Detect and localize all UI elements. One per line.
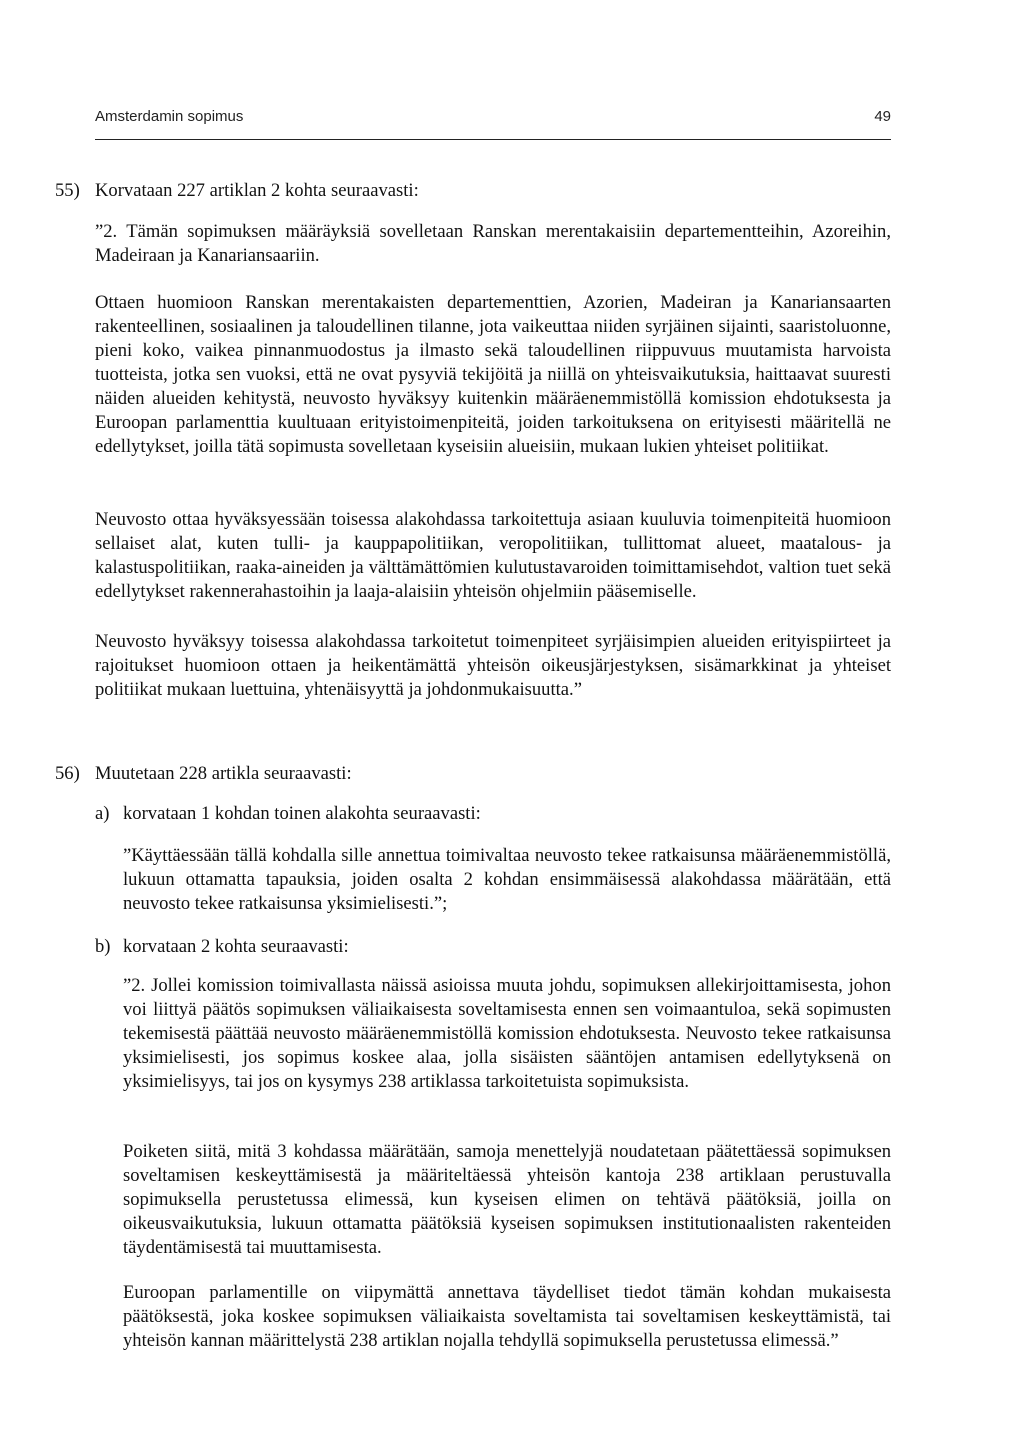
item-56-number: 56) xyxy=(55,763,80,784)
sub-a-marker: a) xyxy=(95,803,110,824)
sub-b-para-1-text: ”2. Jollei komission toimivallasta näissä asioissa muuta johdu, sopimuksen allekirjoittamisesta, johon voi liittyä päätös sopimuksen väliaikaisesta soveltamisesta ennen sen voimaantuloa, sekä sopimusten tekemisestä päättää neuvosto määräenemmistöllä komission ehdotuksesta. Neuvosto tekee ratkaisunsa yksimielisesti, jos sopimus koskee alaa, jolla sisäisten sääntöjen antamisen edellytyksenä on yksimielisyys, tai jos on kysymys 238 artiklassa tarkoitetuista sopimuksista. xyxy=(123,975,891,1092)
page-number: 49 xyxy=(874,108,891,125)
sub-b-para-3 xyxy=(123,1281,891,1353)
item-55-para-1-text: ”2. Tämän sopimuksen määräyksiä sovelletaan Ranskan merentakaisiin departementteihin, Azoreihin, Madeiraan ja Kanariansaariin. xyxy=(95,221,891,266)
item-55-para-2-text: Ottaen huomioon Ranskan merentakaisten departementtien, Azorien, Madeiran ja Kanariansaarten rakenteellinen, sosiaalinen ja taloudellinen tilanne, jota vaikeuttaa niiden syrjäinen sijainti, saaristoluonne, pieni koko, vaikea pinnanmuodostus ja ilmasto sekä taloudellinen riippuvuus muutamista harvoista tuotteista, jotka sen vuoksi, että ne ovat pysyviä tekijöitä ja niillä on yhteisvaikutuksia, haittaavat suuresti näiden alueiden kehitystä, neuvosto hyväksyy kuitenkin määräenemmistöllä komission ehdotuksesta ja Euroopan parlamenttia kuultuaan erityistoimenpiteitä, joiden tarkoituksena on erityisesti määritellä ne edellytykset, joilla tätä sopimusta sovelletaan kyseisiin alueisiin, mukaan lukien yhteiset politiikat. xyxy=(95,292,891,457)
running-title: Amsterdamin sopimus xyxy=(95,108,244,125)
item-56-heading: Muutetaan 228 artikla seuraavasti: xyxy=(95,763,352,784)
sub-b-heading: korvataan 2 kohta seuraavasti: xyxy=(123,936,349,957)
item-55-para-1 xyxy=(95,220,891,268)
item-55-heading: Korvataan 227 artiklan 2 kohta seuraavasti: xyxy=(95,180,419,201)
sub-b-para-3-text: Euroopan parlamentille on viipymättä annettava täydelliset tiedot tämän kohdan mukaisesta päätöksestä, joka koskee sopimuksen väliaikaista soveltamista tai soveltamisen keskeyttämistä, tai yhteisön kannan määrittelystä 238 artiklan nojalla tehdyllä sopimuksella perustetussa elimessä.” xyxy=(123,1282,891,1351)
item-55-para-3 xyxy=(95,508,891,604)
item-55-heading-line xyxy=(55,179,419,203)
item-55-para-4 xyxy=(95,630,891,702)
sub-b-heading-line xyxy=(95,935,349,959)
page-header xyxy=(95,108,891,132)
sub-a-para-1-text: ”Käyttäessään tällä kohdalla sille annettua toimivaltaa neuvosto tekee ratkaisunsa määräenemmistöllä, lukuun ottamatta tapauksia, joiden osalta 2 kohdan ensimmäisessä alakohdassa määrätään, että neuvosto tekee ratkaisunsa yksimielisesti.”; xyxy=(123,845,891,914)
item-55-para-3-text: Neuvosto ottaa hyväksyessään toisessa alakohdassa tarkoitettuja asiaan kuuluvia toimenpiteitä huomioon sellaiset alat, kuten tulli- ja kauppapolitiikan, veropolitiikan, tullittomat alueet, maatalous- ja kalastuspolitiikan, raaka-aineiden ja välttämättömien kulutustavaroiden toimittamisehdot, valtion tuet sekä edellytykset rakennerahastoihin ja laaja-alaisiin yhteisön ohjelmiin pääsemiselle. xyxy=(95,509,891,602)
item-56-heading-line xyxy=(55,762,352,786)
sub-b-para-1 xyxy=(123,974,891,1094)
sub-a-heading: korvataan 1 kohdan toinen alakohta seuraavasti: xyxy=(123,803,481,824)
sub-b-para-2 xyxy=(123,1140,891,1260)
header-rule xyxy=(95,139,891,140)
item-55-number: 55) xyxy=(55,180,80,201)
sub-b-marker: b) xyxy=(95,936,111,957)
item-55-para-2 xyxy=(95,291,891,459)
sub-b-para-2-text: Poiketen siitä, mitä 3 kohdassa määrätään, samoja menettelyjä noudatetaan päätettäessä sopimuksen soveltamisen keskeyttämisestä ja määriteltäessä yhteisön kantoja 238 artiklaan perustuvalla sopimuksella perustetussa elimessä, kun kyseisen elimen on tehtävä päätöksiä, joilla on oikeusvaikutuksia, lukuun ottamatta päätöksiä kyseisen sopimuksen institutionaalisten rakenteiden täydentämisestä tai muuttamisesta. xyxy=(123,1141,891,1258)
sub-a-para-1 xyxy=(123,844,891,916)
sub-a-heading-line xyxy=(95,802,481,826)
item-55-para-4-text: Neuvosto hyväksyy toisessa alakohdassa tarkoitetut toimenpiteet syrjäisimpien alueiden erityispiirteet ja rajoitukset huomioon ottaen ja heikentämättä yhteisön oikeusjärjestyksen, sisämarkkinat ja yhteiset politiikat mukaan luettuina, yhtenäisyyttä ja johdonmukaisuutta.” xyxy=(95,631,891,700)
